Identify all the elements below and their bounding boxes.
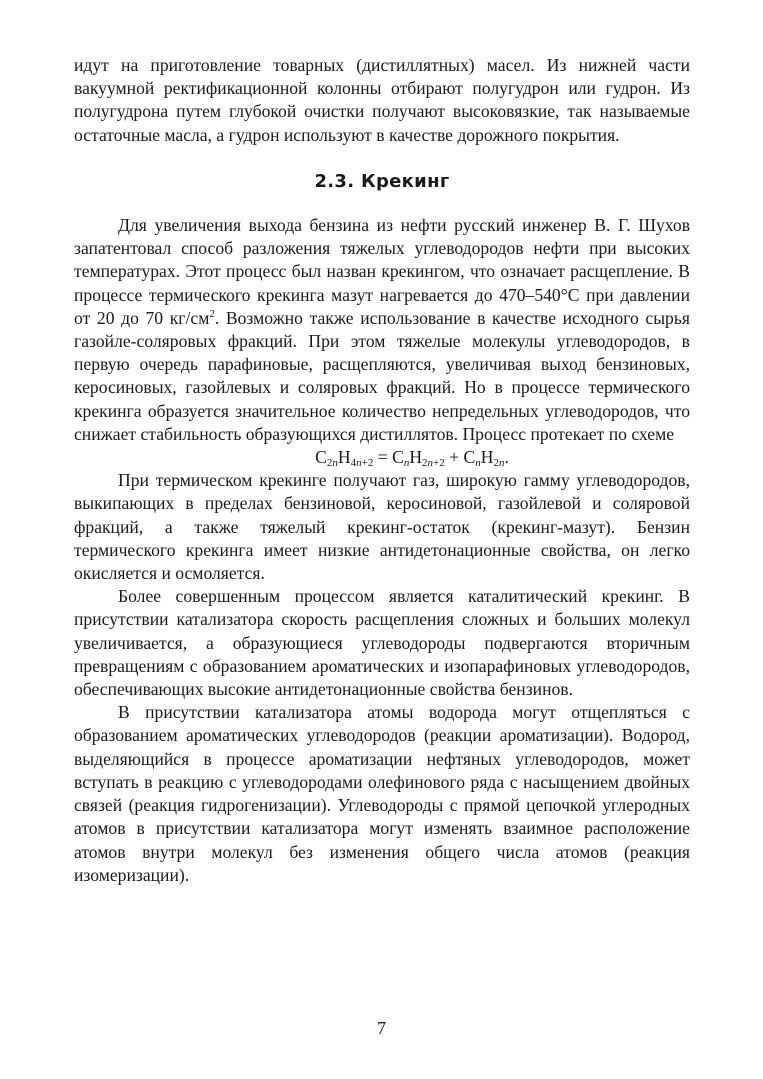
- formula-sub-n: n: [403, 457, 410, 470]
- formula-h2: H: [409, 447, 423, 468]
- formula-sub-n: n: [427, 457, 434, 470]
- section-heading: 2.3. Крекинг: [314, 170, 450, 192]
- page-number: 7: [377, 1018, 386, 1038]
- reaction-formula: [74, 446, 690, 469]
- formula-sub: 4: [350, 457, 357, 470]
- formula-h1: H: [337, 447, 351, 468]
- paragraph-thermal-cracking: При термическом крекинге получают газ, широкую гамму углеводородов, выкипающих в пределах бензиновой, керосиновой, газойлевой и соляровой фракций, а также тяжелый крекинг-остаток (крекинг-мазут). Бензин термического крекинга имеет низкие антидетонационные свойства, он легко окисляется и осмоляется.: [74, 470, 690, 584]
- formula-c3: + C: [444, 447, 476, 468]
- formula-sub: +2: [361, 457, 374, 470]
- document-page: [74, 54, 690, 887]
- formula-c1: C: [315, 447, 327, 468]
- formula-c2: = C: [373, 447, 404, 468]
- formula-sub-n: n: [332, 457, 338, 470]
- formula-sub: 2: [326, 457, 333, 470]
- formula-sub-n: n: [498, 457, 505, 470]
- formula-period: .: [504, 447, 509, 468]
- paragraph-1-part-b: . Возможно также использование в качестве исходного сырья газойле-соляровых фракций. При этом тяжелые молекулы углеводородов, в первую очередь парафиновые, расщепляются, увеличивая выход бензиновых, керосиновых, газойлевых и соляровых фракций. Но в процессе термического крекинга образуется значительное количество непредельных углеводородов, что снижает стабильность образующихся дистиллятов. Процесс протекает по схеме: [74, 307, 690, 444]
- paragraph-catalytic-cracking: Более совершенным процессом является каталитический крекинг. В присутствии катализатора скорость расщепления сложных и больших молекул увеличивается, а образующиеся углеводороды подвергаются вторичным превращениям с образованием ароматических и изопарафиновых углеводородов, обеспечивающих высокие антидетонационные свойства бензинов.: [74, 586, 690, 700]
- formula-sub: +2: [433, 457, 445, 470]
- intro-paragraph: идут на приготовление товарных (дистиллятных) масел. Из нижней части вакуумной ректификационной колонны отбирают полугудрон или гудрон. Из полугудрона путем глубокой очистки получают высоковязкие, так называемые остаточные масла, а гудрон используют в качестве дорожного покрытия.: [74, 55, 690, 145]
- paragraph-cracking-intro: [74, 214, 690, 446]
- formula-sub-n: n: [356, 457, 362, 470]
- superscript-2: 2: [209, 307, 215, 320]
- formula-sub-n: n: [475, 457, 481, 470]
- formula-sub: 2: [422, 457, 428, 470]
- formula-h3: H: [480, 447, 494, 468]
- paragraph-catalyst-reactions: В присутствии катализатора атомы водорода могут отщепляться с образованием ароматических углеводородов (реакции ароматизации). Водород, выделяющийся в процессе ароматизации нефтяных углеводородов, может вступать в реакцию с углеводородами олефинового ряда с насыщением двойных связей (реакция гидрогенизации). Углеводороды с прямой цепочкой углеродных атомов в присутствии катализатора могут изменять взаимное расположение атомов внутри молекул без изменения общего числа атомов (реакция изомеризации).: [74, 702, 690, 885]
- paragraph-1-part-a: Для увеличения выхода бензина из нефти русский инженер В. Г. Шухов запатентовал способ разложения тяжелых углеводородов нефти при высоких температурах. Этот процесс был назван крекингом, что означает расщепление. В процессе термического крекинга мазут нагревается до 470–540°С при давлении от 20 до 70 кг/см: [74, 215, 690, 328]
- formula-sub: 2: [493, 457, 499, 470]
